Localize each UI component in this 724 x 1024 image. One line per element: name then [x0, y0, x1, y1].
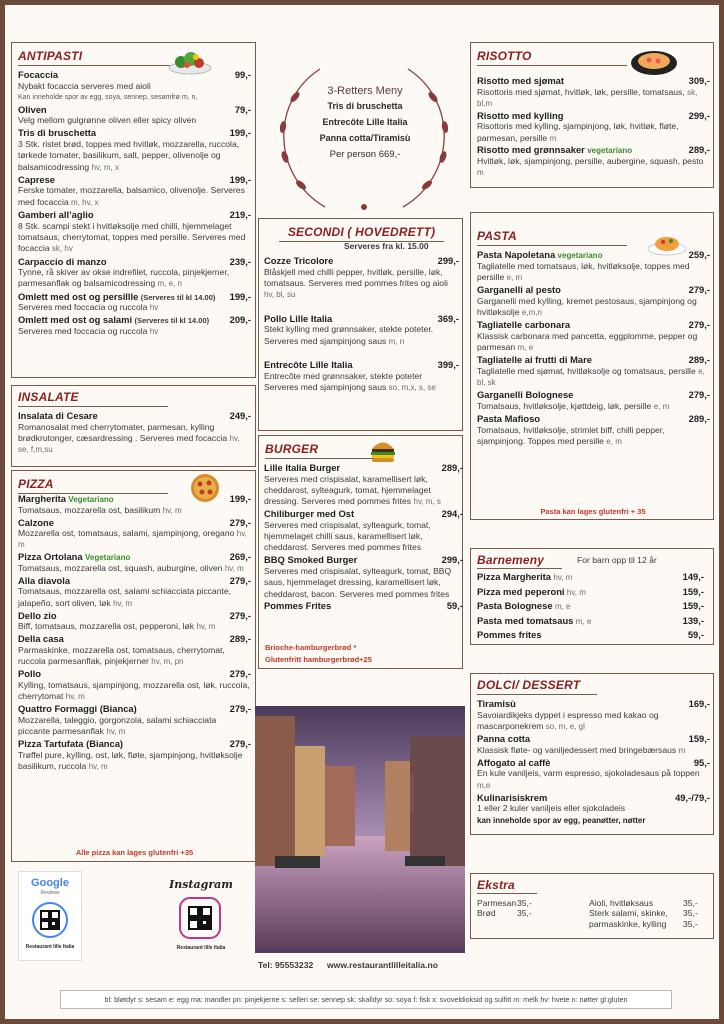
- item-description: Blåskjell med chilli pepper, hvitløk, persille, løk, tomatsaus. Serveres med pommes frites og aioli hv, bl, su: [264, 266, 448, 300]
- item-price: 289,-: [688, 413, 710, 425]
- item-price: 309,-: [688, 75, 710, 86]
- allergen-codes: m, e: [575, 616, 592, 626]
- item-price: 239,-: [229, 255, 251, 267]
- item-description: Mozzarella ost, tomatsaus, salami, sjampinjong, oregano hv, m: [18, 528, 247, 550]
- burger-note: Glutenfritt hamburgerbrød+25: [265, 655, 372, 664]
- ekstra-title: Ekstra: [477, 878, 515, 892]
- item-name: Tagliatelle carbonara: [477, 319, 571, 331]
- barnemeny-section: [470, 548, 714, 645]
- item-price: 169,-: [688, 698, 710, 709]
- allergen-codes: sk, hv: [51, 244, 73, 254]
- allergen-codes: hv, se, f,m,su: [18, 433, 240, 455]
- allergen-codes: hv, m: [224, 563, 244, 573]
- item-price: 59,-: [446, 600, 463, 612]
- kids-menu-item: [477, 586, 586, 598]
- item-price: 279,-: [229, 574, 251, 586]
- allergen-codes: hv, bl, su: [264, 290, 296, 300]
- ekstra-price: 35,-: [683, 908, 698, 918]
- item-description: Serveres med foccacia og ruccola hv: [18, 325, 159, 336]
- vegetarian-tag: vegetariano: [587, 146, 633, 156]
- item-name: Pollo: [18, 668, 41, 680]
- qr-code-icon: [32, 902, 68, 938]
- item-price: 99,-: [234, 69, 251, 80]
- item-description: Tomatsaus, hvitløksolje, kjøttdeig, løk, persille e, m: [477, 400, 670, 411]
- item-price: 199,-: [229, 173, 251, 185]
- allergen-codes: m, n: [388, 336, 405, 346]
- allergen-codes: hv, m: [106, 727, 126, 736]
- allergen-codes: e,m,n: [521, 308, 542, 317]
- secondi-section: [258, 218, 463, 431]
- item-price: 209,-: [229, 314, 251, 326]
- item-description: Tagliatelle med tomatsaus, løk, hvitløksolje, toppes med persille e, m: [477, 260, 690, 282]
- barnemeny-title: Barnemeny: [477, 553, 545, 567]
- risotto-section: [470, 42, 714, 188]
- item-tag: (Serveres til kl 14.00): [134, 316, 210, 326]
- item-name: Omlett med ost og persillle: [18, 290, 139, 302]
- item-description: 1 eller 2 kuler vaniljeis eller sjokoladeis: [477, 803, 626, 814]
- ekstra-item: Parmesan: [477, 898, 517, 908]
- menu3-price: Per person 669,-: [329, 149, 401, 160]
- item-name: Tagliatelle ai frutti di Mare: [477, 354, 592, 366]
- allergen-codes: e, m: [653, 401, 670, 411]
- item-note: Kan inneholde spor av egg, soya, sennep, sesamfrø m, n,: [18, 93, 198, 101]
- allergen-codes: so, m,x, s, se: [388, 382, 436, 392]
- allergen-codes: hv, m: [65, 692, 85, 702]
- item-name: Tris di bruschetta: [18, 127, 97, 139]
- item-name: Carpaccio di manzo: [18, 255, 107, 267]
- allergen-codes: sk, bl,m: [477, 87, 698, 108]
- item-name: Risotto med kylling: [477, 109, 564, 121]
- ekstra-section: [470, 873, 714, 939]
- item-name: Risotto med grønnsaker: [477, 144, 585, 156]
- item-price: 289,-: [441, 462, 463, 473]
- pizza-title: PIZZA: [18, 477, 54, 491]
- allergen-codes: m, e: [517, 343, 534, 353]
- item-description: Risottoris med sjømat, hvitløk, løk, persille, tomatsaus, sk, bl,m: [477, 86, 698, 108]
- allergen-codes: hv, m, s: [413, 497, 441, 507]
- divider: [18, 406, 168, 407]
- item-name: Pizza Ortolana: [18, 551, 83, 563]
- item-name: Entrecôte Lille Italia: [264, 359, 353, 370]
- item-description: Parmaskinke, mozzarella ost, tomatsaus, cherrytomat, ruccola parmesanflak, pinjekjerner hv, m, pn: [18, 644, 225, 667]
- item-price: 59,-: [687, 629, 704, 640]
- burger-icon: [369, 438, 397, 464]
- item-name: Pizza Margherita: [477, 571, 551, 582]
- burger-note: Brioche-hamburgerbrød *: [265, 643, 357, 652]
- divider: [477, 893, 537, 894]
- pizza-section: [11, 470, 256, 862]
- item-name: Quattro Formaggi (Bianca): [18, 703, 137, 715]
- item-description: Tynne, rå skiver av okse indrefilet, ruccola, pinjekjerner, parmesanflak og balsamicodressing m, e, n: [18, 267, 230, 289]
- item-name: Lille Italia Burger: [264, 462, 341, 473]
- item-description: Tomatsaus, mozzarella ost, basilikum hv, m: [18, 504, 182, 515]
- allergen-codes: m, hv, x: [71, 197, 99, 207]
- item-price: 269,-: [229, 551, 251, 563]
- item-description: Savoiardikjeks dyppet i espresso med kakao og mascarponekrem so, m, e, gl: [477, 709, 659, 731]
- allergen-codes: e, m: [506, 272, 523, 282]
- secondi-title: SECONDI ( HOVEDRETT): [287, 225, 436, 239]
- divider: [477, 568, 562, 569]
- allergen-codes: hv, m: [88, 761, 108, 771]
- item-name: Gamberi all’aglio: [18, 209, 94, 220]
- ekstra-price: 35,-: [517, 908, 532, 918]
- item-price: 299,-: [441, 554, 463, 566]
- item-price: 279,-: [229, 516, 251, 528]
- allergen-codes: m,e: [477, 780, 491, 790]
- allergen-codes: hv, m: [113, 598, 133, 608]
- item-description: Serveres med crispisalat, sylteagurk, tomat, hjemmelaget chilli saus, karamellisert løk, cheddarost. Serveres med pommes frites: [264, 519, 431, 553]
- item-description: Tomatsaus, hvitløksolje, strimlet biff, chilli pepper, sjampinjong. Toppes med persille e, m: [477, 424, 665, 446]
- ekstra-item: Brød: [477, 908, 496, 918]
- divider: [477, 694, 597, 695]
- item-description: Serveres med crispisalat, karamellisert løk, cheddarost, sylteagurk, tomat, hjemmelaget dressing. Serveres med pommes frites hv, m, s: [264, 473, 441, 507]
- item-description: Tomatsaus, mozzarella ost, salami schiacciata piccante, jalapeño, sort oliven, løk hv, m: [18, 586, 232, 608]
- vegetarian-tag: Vegetariano: [68, 495, 114, 504]
- item-name: Pizza med peperoni: [477, 585, 565, 597]
- item-price: 199,-: [229, 127, 251, 139]
- item-description: Ferske tomater, mozzarella, balsamico, olivenolje. Serveres med focaccia m, hv, x: [18, 185, 245, 207]
- pasta-note: Pasta kan lages glutenfri + 35: [540, 507, 646, 516]
- item-price: 279,-: [688, 389, 710, 401]
- item-description: Klassisk fløte- og vaniljedessert med bringebærsaus m: [477, 744, 686, 755]
- contact-tel: Tel: 95553232: [258, 960, 314, 970]
- item-price: 79,-: [234, 103, 251, 115]
- allergen-codes: e, m: [606, 437, 622, 446]
- ekstra-item: Sterk salami, skinke, parmaskinke, kylling: [589, 908, 668, 930]
- menu-page: [5, 5, 719, 1019]
- item-price: 279,-: [229, 738, 251, 749]
- item-name: BBQ Smoked Burger: [264, 554, 358, 566]
- instagram-card[interactable]: [165, 875, 237, 961]
- item-description: Biff, tomatsaus, mozzarella ost, pepperoni, løk hv, m: [18, 621, 216, 632]
- item-price: 289,-: [229, 633, 251, 645]
- google-logo: Google: [31, 877, 69, 889]
- item-name: Margherita: [18, 493, 66, 504]
- allergen-codes: e, bl, sk: [477, 366, 705, 388]
- instagram-caption: Restaurant lille Italia: [176, 945, 226, 951]
- item-name: Chiliburger med Ost: [264, 508, 355, 520]
- item-name: Affogato al caffè: [477, 756, 551, 768]
- item-price: 139,-: [682, 614, 704, 626]
- menu3-line: Panna cotta/Tiramisù: [319, 133, 411, 143]
- ekstra-price: 35,-: [517, 898, 532, 908]
- item-name: Della casa: [18, 633, 64, 645]
- google-reviews-card[interactable]: [18, 871, 82, 961]
- venice-photo: [255, 706, 465, 953]
- item-description: Trøffel pure, kylling, ost, løk, fløte, sjampinjong, hvitløksolje basilikum, ruccola hv, m: [18, 749, 243, 771]
- item-price: 289,-: [688, 144, 710, 156]
- google-caption: Restaurant lille Italia: [25, 944, 75, 950]
- item-tag: (Serveres til kl 14.00): [140, 292, 216, 302]
- item-name: Pommes frites: [477, 629, 542, 640]
- item-price: 95,-: [693, 756, 710, 768]
- allergen-codes: m: [477, 168, 484, 178]
- item-description: Garganelli med kylling, kremet pestosaus, sjampinjong og hvitløksolje e,m,n: [477, 295, 697, 317]
- secondi-subtitle: Serveres fra kl. 15.00: [344, 241, 429, 251]
- allergen-codes: hv, m, pn: [151, 657, 184, 667]
- item-price: 279,-: [229, 609, 251, 621]
- item-price: 279,-: [229, 668, 251, 680]
- burger-section: [258, 435, 463, 669]
- google-sub: Reviews: [40, 890, 60, 896]
- divider: [265, 458, 375, 459]
- item-name: Cozze Tricolore: [264, 255, 334, 266]
- item-description: Serveres med foccacia og ruccola hv: [18, 302, 159, 313]
- contact-web[interactable]: www.restaurantlilleitalia.no: [327, 960, 438, 970]
- item-description: Klassisk carbonara med pancetta, eggplomme, pepper og parmesan m, e: [477, 330, 698, 353]
- allergen-codes: hv, m: [162, 505, 182, 515]
- menu3-line: Entrecôte Lille Italia: [322, 117, 408, 127]
- menu3-line: Tris di bruschetta: [327, 101, 403, 111]
- item-name: Dello zio: [18, 609, 57, 621]
- barnemeny-subtitle: For barn opp til 12 år: [577, 555, 657, 565]
- item-description: Tagliatelle med sjømat, hvitløksolje og tomatsaus, persille e, bl, sk: [477, 365, 705, 388]
- item-price: 299,-: [437, 255, 459, 266]
- kids-menu-item: [477, 615, 591, 627]
- vegetarian-tag: Vegetariano: [85, 553, 131, 563]
- item-price: 159,-: [682, 600, 704, 611]
- allergen-codes: so, m, e, gl: [545, 721, 585, 731]
- item-price: 289,-: [688, 354, 710, 366]
- item-description: 3 Stk. ristet brød, toppes med hvitløk, mozzarella, ruccola, tørkede tomater, basilikum, salt, pepper, olivenolje og balsamicodressing hv, m, x: [18, 138, 240, 172]
- item-description: Risottoris med kylling, sjampinjong, løk, hvitløk, fløte, parmesan, persille m: [477, 121, 679, 143]
- dolci-title: DOLCI/ DESSERT: [477, 678, 581, 692]
- item-name: Oliven: [18, 103, 47, 115]
- item-price: 294,-: [441, 508, 463, 520]
- item-description: En kule vaniljeis, varm espresso, sjokoladesaus på toppen m,e: [477, 768, 700, 790]
- item-price: 279,-: [688, 284, 710, 296]
- pizza-note: Alle pizza kan lages glutenfri +35: [75, 848, 194, 857]
- item-description: Serveres med crispisalat, sylteagurk, tomat, BBQ saus, hjemmelaget dressing, karamellisert løk, cheddarost, bacon. Serveres med pommes frites: [264, 565, 452, 599]
- item-name: Focaccia: [18, 69, 59, 80]
- item-name: Omlett med ost og salami: [18, 314, 133, 326]
- pasta-section: [470, 212, 714, 520]
- item-description: Entrecôte med grønnsaker, stekte poteter Serveres med sjampinjong saus so, m,x, s, se: [264, 370, 436, 392]
- item-name: Pollo Lille Italia: [264, 312, 333, 324]
- allergen-codes: m, e: [554, 602, 571, 611]
- allergen-codes: hv, m: [18, 529, 247, 550]
- item-description: Nybakt focaccia serveres med aioli: [18, 80, 151, 91]
- divider: [477, 65, 627, 66]
- vegetarian-tag: vegetariano: [557, 251, 603, 260]
- item-description: Mozzarella, taleggio, gorgonzola, salami schiacciata piccante parmesanflak hv, m: [18, 714, 217, 736]
- item-name: Tiramisù: [477, 698, 516, 709]
- allergen-codes: m: [549, 133, 557, 143]
- item-description: Romanosalat med cherrytomater, parmesan, kylling brødkrutonger, cæsardressing . Serveres med focaccia hv, se, f,m,su: [18, 421, 240, 455]
- risotto-title: RISOTTO: [477, 49, 532, 63]
- item-description: Tomatsaus, mozzarella ost, squash, auburgine, oliven hv, m: [18, 562, 244, 573]
- ekstra-price: 35,-: [683, 898, 698, 908]
- item-note: kan inneholde spor av egg, peanøtter, nøtter: [477, 815, 646, 825]
- kids-menu-item: [477, 600, 571, 612]
- kids-menu-item: [477, 629, 542, 641]
- ekstra-item: Aioli, hvitløksaus: [589, 898, 653, 908]
- item-name: Alla diavola: [18, 574, 71, 586]
- qr-code-icon: [179, 897, 221, 939]
- item-name: Pizza Tartufata (Bianca): [18, 738, 124, 749]
- item-name: Risotto med sjømat: [477, 75, 564, 86]
- item-name: Garganelli al pesto: [477, 284, 561, 296]
- item-price: 259,-: [688, 249, 710, 260]
- item-price: 49,-/79,-: [675, 791, 710, 803]
- insalate-section: [11, 385, 256, 467]
- burger-title: BURGER: [265, 442, 319, 456]
- item-name: Pasta Mafioso: [477, 413, 541, 425]
- pasta-title: PASTA: [477, 229, 517, 243]
- allergen-codes: hv: [149, 326, 159, 336]
- allergen-codes: hv: [149, 303, 159, 313]
- item-name: Insalata di Cesare: [18, 410, 98, 421]
- item-price: 249,-: [229, 410, 251, 421]
- item-name: Calzone: [18, 516, 54, 528]
- insalate-title: INSALATE: [18, 390, 79, 404]
- item-name: Pasta med tomatsaus: [477, 614, 574, 626]
- item-price: 159,-: [688, 733, 710, 745]
- item-name: Pommes Frites: [264, 600, 332, 612]
- allergen-legend: bl: bløtdyr s: sesam e: egg ma: mandler pn: pinjekjerne s: selleri se: sennep sk: skalldyr so: soya f: fisk x: svoveldioksid og sulfitt m: melk hv: hvete n: nøtter gl:gluten: [60, 990, 672, 1009]
- risotto-icon: [629, 46, 679, 76]
- antipasti-section: [11, 42, 256, 378]
- allergen-codes: hv, m: [553, 573, 573, 582]
- item-name: Garganelli Bolognese: [477, 389, 574, 401]
- item-price: 299,-: [688, 109, 710, 121]
- item-price: 399,-: [437, 359, 459, 370]
- item-name: Kulinarisiskrem: [477, 791, 548, 803]
- allergen-codes: m: [678, 745, 686, 755]
- item-description: Hvitløk, løk, sjampinjong, persille, aubergine, squash, pesto m: [477, 155, 704, 178]
- kids-menu-item: [477, 571, 572, 583]
- allergen-codes: hv, m, x: [91, 162, 119, 172]
- item-name: Panna cotta: [477, 733, 531, 745]
- item-description: 8 Stk. scampi stekt i hvitløksolje med chilli, hjemmelaget tomatsaus, cherrytomat, toppes med persille. Serveres med focaccia sk, hv: [18, 220, 246, 254]
- item-name: Pasta Bolognese: [477, 600, 553, 611]
- item-price: 199,-: [229, 290, 251, 302]
- item-price: 159,-: [682, 585, 704, 597]
- antipasti-title: ANTIPASTI: [18, 49, 83, 63]
- item-price: 279,-: [688, 319, 710, 331]
- item-price: 199,-: [229, 493, 251, 504]
- item-description: Stekt kylling med grønnsaker, stekte poteter. Serveres med sjampinjong saus m, n: [264, 324, 434, 346]
- item-description: Kylling, tomatsaus, sjampinjong, mozzarella ost, løk, ruccola, cherrytomat hv, m: [18, 679, 250, 702]
- ekstra-price: 35,-: [683, 919, 698, 929]
- allergen-codes: hv, m: [566, 587, 586, 597]
- menu3-title: 3-Retters Meny: [327, 85, 403, 97]
- divider: [477, 245, 627, 246]
- instagram-logo: Instagram: [169, 878, 233, 891]
- item-name: Pasta Napoletana: [477, 249, 556, 260]
- item-price: 149,-: [682, 571, 704, 582]
- allergen-codes: m, e, n: [157, 279, 182, 289]
- item-name: Caprese: [18, 173, 56, 185]
- dolci-section: [470, 673, 714, 835]
- item-price: 279,-: [229, 703, 251, 715]
- item-description: Velg mellom gulgrønne oliven eller spicy oliven: [18, 115, 197, 126]
- item-price: 219,-: [229, 209, 251, 220]
- allergen-codes: hv, m: [196, 622, 216, 632]
- item-price: 369,-: [437, 312, 459, 324]
